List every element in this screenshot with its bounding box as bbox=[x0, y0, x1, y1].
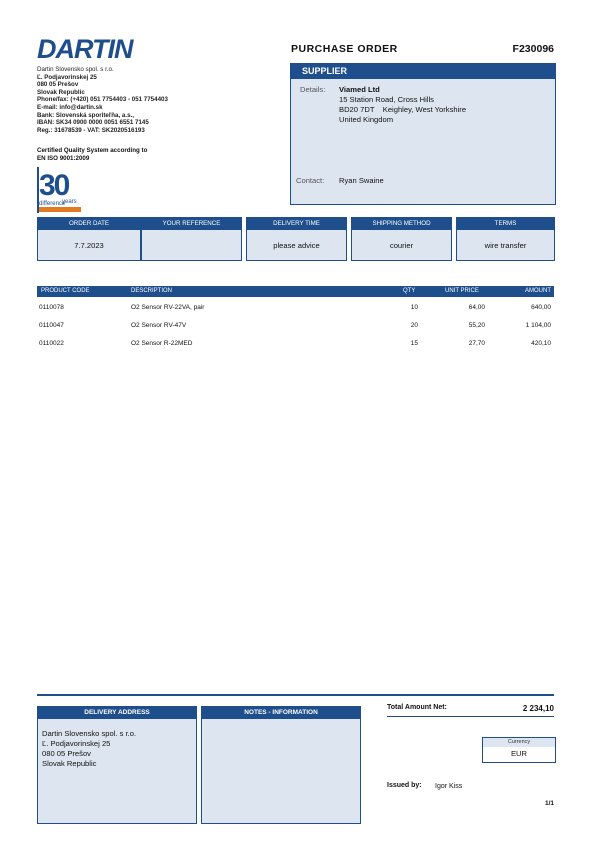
cert-line: Certified Quality System according to bbox=[37, 147, 148, 154]
delivery-address-header: DELIVERY ADDRESS bbox=[38, 707, 196, 719]
total-underline bbox=[387, 716, 554, 717]
svg-text:years: years bbox=[62, 199, 77, 205]
supplier-name: Viamed Ltd bbox=[339, 85, 380, 94]
row-amount: 640,00 bbox=[531, 304, 551, 311]
col-product-code: PRODUCT CODE bbox=[41, 288, 90, 294]
contact-name: Ryan Swaine bbox=[339, 176, 384, 185]
issued-by-name: Igor Kiss bbox=[435, 783, 463, 790]
table-row bbox=[37, 321, 554, 333]
shipping-method-label: SHIPPING METHOD bbox=[352, 218, 451, 230]
shipping-method-value: courier bbox=[389, 241, 414, 250]
row-qty: 20 bbox=[410, 322, 418, 329]
row-amount: 1 104,00 bbox=[525, 322, 551, 329]
delivery-line: Dartin Slovensko spol. s r.o. bbox=[42, 729, 137, 738]
company-line: Slovak Republic bbox=[37, 88, 85, 96]
notes-header: NOTES - INFORMATION bbox=[202, 707, 360, 719]
company-details bbox=[37, 66, 237, 134]
table-row bbox=[37, 303, 554, 315]
svg-text:30: 30 bbox=[39, 169, 69, 202]
row-description: O2 Sensor R-22MED bbox=[131, 340, 193, 347]
anniversary-badge bbox=[37, 167, 83, 213]
notes-box bbox=[201, 706, 361, 824]
company-line: Bank: Slovenská sporiteľňa, a.s., bbox=[37, 111, 134, 119]
row-unit-price: 55,20 bbox=[468, 322, 485, 329]
order-number: F230096 bbox=[512, 43, 554, 55]
total-value: 2 234,10 bbox=[522, 704, 554, 713]
col-amount: AMOUNT bbox=[525, 288, 551, 294]
terms-box bbox=[456, 217, 555, 261]
col-description: DESCRIPTION bbox=[131, 288, 173, 294]
supplier-address-line: 15 Station Road, Cross Hills bbox=[339, 95, 434, 104]
delivery-line: Slovak Republic bbox=[42, 759, 97, 768]
company-line: IBAN: SK34 0900 0000 0051 6551 7145 bbox=[37, 119, 149, 127]
supplier-address-line: United Kingdom bbox=[339, 115, 394, 124]
supplier-box bbox=[290, 63, 556, 205]
your-reference-box bbox=[141, 217, 242, 261]
currency-label: Currency bbox=[483, 738, 555, 747]
order-date-value: 7.7.2023 bbox=[74, 241, 104, 250]
details-label: Details: bbox=[300, 85, 326, 94]
svg-text:difference: difference bbox=[39, 201, 66, 207]
row-unit-price: 27,70 bbox=[468, 340, 485, 347]
order-date-label: ORDER DATE bbox=[38, 218, 140, 230]
row-description: O2 Sensor RV-22VA, pair bbox=[131, 304, 205, 311]
order-date-box bbox=[37, 217, 141, 261]
delivery-line: 080 05 Prešov bbox=[42, 749, 91, 758]
cert-line: EN ISO 9001:2009 bbox=[37, 154, 90, 162]
row-code: 0110022 bbox=[39, 340, 64, 347]
shipping-method-box bbox=[351, 217, 452, 261]
company-line: Phone/fax: (+420) 051 7754403 - 051 7754403 bbox=[37, 96, 168, 104]
total-label: Total Amount Net: bbox=[387, 704, 447, 711]
currency-box bbox=[482, 737, 556, 763]
delivery-address-box bbox=[37, 706, 197, 824]
currency-value: EUR bbox=[510, 749, 528, 758]
your-reference-label: YOUR REFERENCE bbox=[142, 218, 241, 230]
supplier-header: SUPPLIER bbox=[291, 64, 555, 79]
dartin-logo bbox=[37, 36, 149, 62]
company-line: 080 05 Prešov bbox=[37, 81, 79, 89]
col-unit-price: UNIT PRICE bbox=[445, 288, 479, 294]
supplier-address-line: BD20 7DT Keighley, West Yorkshire bbox=[339, 105, 467, 114]
row-qty: 15 bbox=[410, 340, 418, 347]
row-description: O2 Sensor RV-47V bbox=[131, 322, 187, 329]
items-table-header bbox=[37, 286, 554, 297]
issued-by-label: Issued by: bbox=[387, 782, 422, 789]
row-code: 0110078 bbox=[39, 304, 64, 311]
row-qty: 10 bbox=[410, 304, 418, 311]
certification bbox=[37, 147, 237, 162]
delivery-time-box bbox=[246, 217, 347, 261]
terms-label: TERMS bbox=[457, 218, 554, 230]
page-number: 1/1 bbox=[544, 800, 554, 807]
document-title: PURCHASE ORDER bbox=[291, 43, 398, 55]
company-line: Ľ. Podjavorinskej 25 bbox=[37, 73, 97, 81]
contact-label: Contact: bbox=[296, 176, 325, 185]
row-code: 0110047 bbox=[39, 322, 64, 329]
row-amount: 420,10 bbox=[531, 340, 551, 347]
company-line: Reg.: 31678539 - VAT: SK2020516193 bbox=[37, 126, 145, 134]
table-row bbox=[37, 339, 554, 351]
delivery-time-value: please advice bbox=[273, 241, 320, 250]
row-unit-price: 64,00 bbox=[468, 304, 485, 311]
company-line: Dartin Slovensko spol. s r.o. bbox=[37, 66, 114, 73]
delivery-time-label: DELIVERY TIME bbox=[247, 218, 346, 230]
delivery-line: Ľ. Podjavorinskej 25 bbox=[42, 739, 111, 748]
terms-value: wire transfer bbox=[484, 241, 527, 250]
col-qty: QTY bbox=[403, 288, 416, 294]
footer-divider bbox=[37, 694, 554, 696]
logo-text: DARTIN bbox=[37, 36, 133, 62]
company-line: E-mail: info@dartin.sk bbox=[37, 103, 103, 111]
